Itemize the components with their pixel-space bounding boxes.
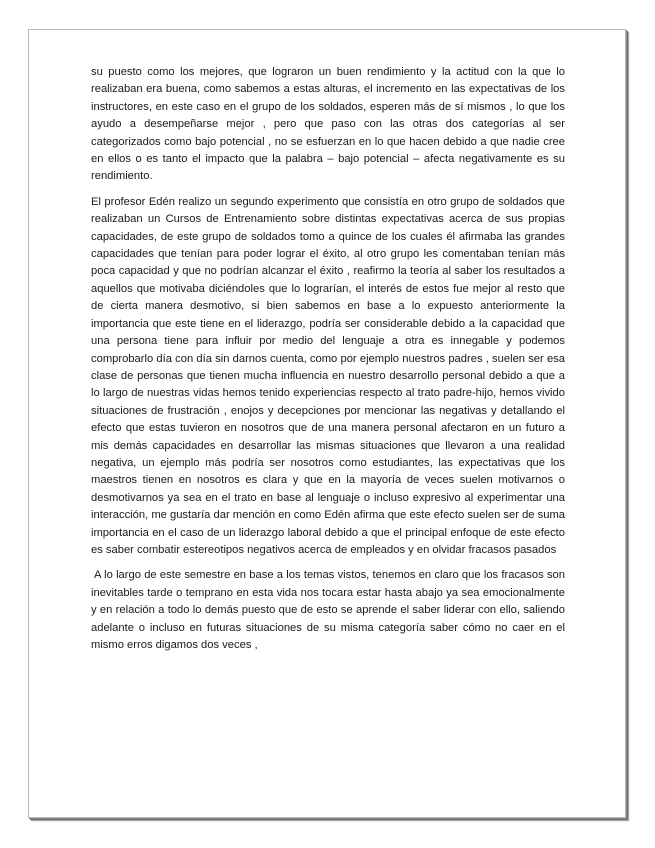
paragraph-2: El profesor Edén realizo un segundo experimento que consistía en otro grupo de soldados que realizaban un Cursos de Entrenamiento sobre distintas expectativas acerca de sus propias capacidades, de este grupo de soldados tomo a quince de los cuales él afirmaba las grandes capacidades que tenían para poder lograr el éxito, al otro grupo les comentaban tenían más poca capacidad y que no podrían alcanzar el éxito , reafirmo la teoría al saber los resultados a aquellos que motivaba diciéndoles que lo lograrían, el interés de estos fue mejor al resto que de cierta manera desmotivo, si bien sabemos en base a lo expuesto anteriormente la importancia que este tiene en el liderazgo, podría ser considerable debido a la capacidad que una persona tiene para influir por medio del lenguaje a otra es innegable y podemos comprobarlo día con día sin darnos cuenta, como por ejemplo nuestros padres , suelen ser esa clase de personas que tienen mucha influencia en nuestro desarrollo personal debido a que a lo largo de nuestras vidas hemos tenido experiencias respecto al trato padre-hijo, hemos vivido situaciones de frustración , enojos y decepciones por mencionar las negativas y detallando el efecto que estas tuvieron en nosotros que de una manera personal afectaron en un futuro a mis demás capacidades en desarrollar las mismas situaciones que llevaron a una realidad negativa, un ejemplo más podría ser nosotros como estudiantes, las expectativas que los maestros tienen en nosotros es clara y que en la mayoría de veces suelen motivarnos o desmotivarnos ya sea en el trato en base al lenguaje o incluso expresivo al experimentar una interacción, me gustaría dar mención en como Edén afirma que este efecto suelen ser de suma importancia en el caso de un liderazgo laboral debido a que el principal enfoque de este efecto es saber combatir estereotipos negativos acerca de empleados y en olvidar fracasos pasados <box>91 195 565 556</box>
document-page <box>28 29 626 818</box>
paragraph-3: A lo largo de este semestre en base a los temas vistos, tenemos en claro que los fracasos son inevitables tarde o temprano en esta vida nos tocara estar hasta abajo ya sea emocionalmente y en relación a todo lo demás puesto que de esto se aprende el saber liderar con ello, saliendo adelante o incluso en futuras situaciones de su misma categoría saber cómo no caer en el mismo erros digamos dos veces , <box>91 569 565 651</box>
page-body <box>91 64 565 662</box>
paragraph-1: su puesto como los mejores, que lograron un buen rendimiento y la actitud con la que lo realizaban era buena, como sabemos a estas alturas, el incremento en las expectativas de los instructores, en este caso en el grupo de los soldados, esperen más de sí mismos , lo que los ayudo a desempeñarse mejor , pero que paso con las otras dos categorías al ser categorizados como bajo potencial , no se esfuerzan en lo que hacen debido a que nadie cree en ellos o es tanto el impacto que la palabra – bajo potencial – afecta negativamente es su rendimiento. <box>91 66 565 183</box>
